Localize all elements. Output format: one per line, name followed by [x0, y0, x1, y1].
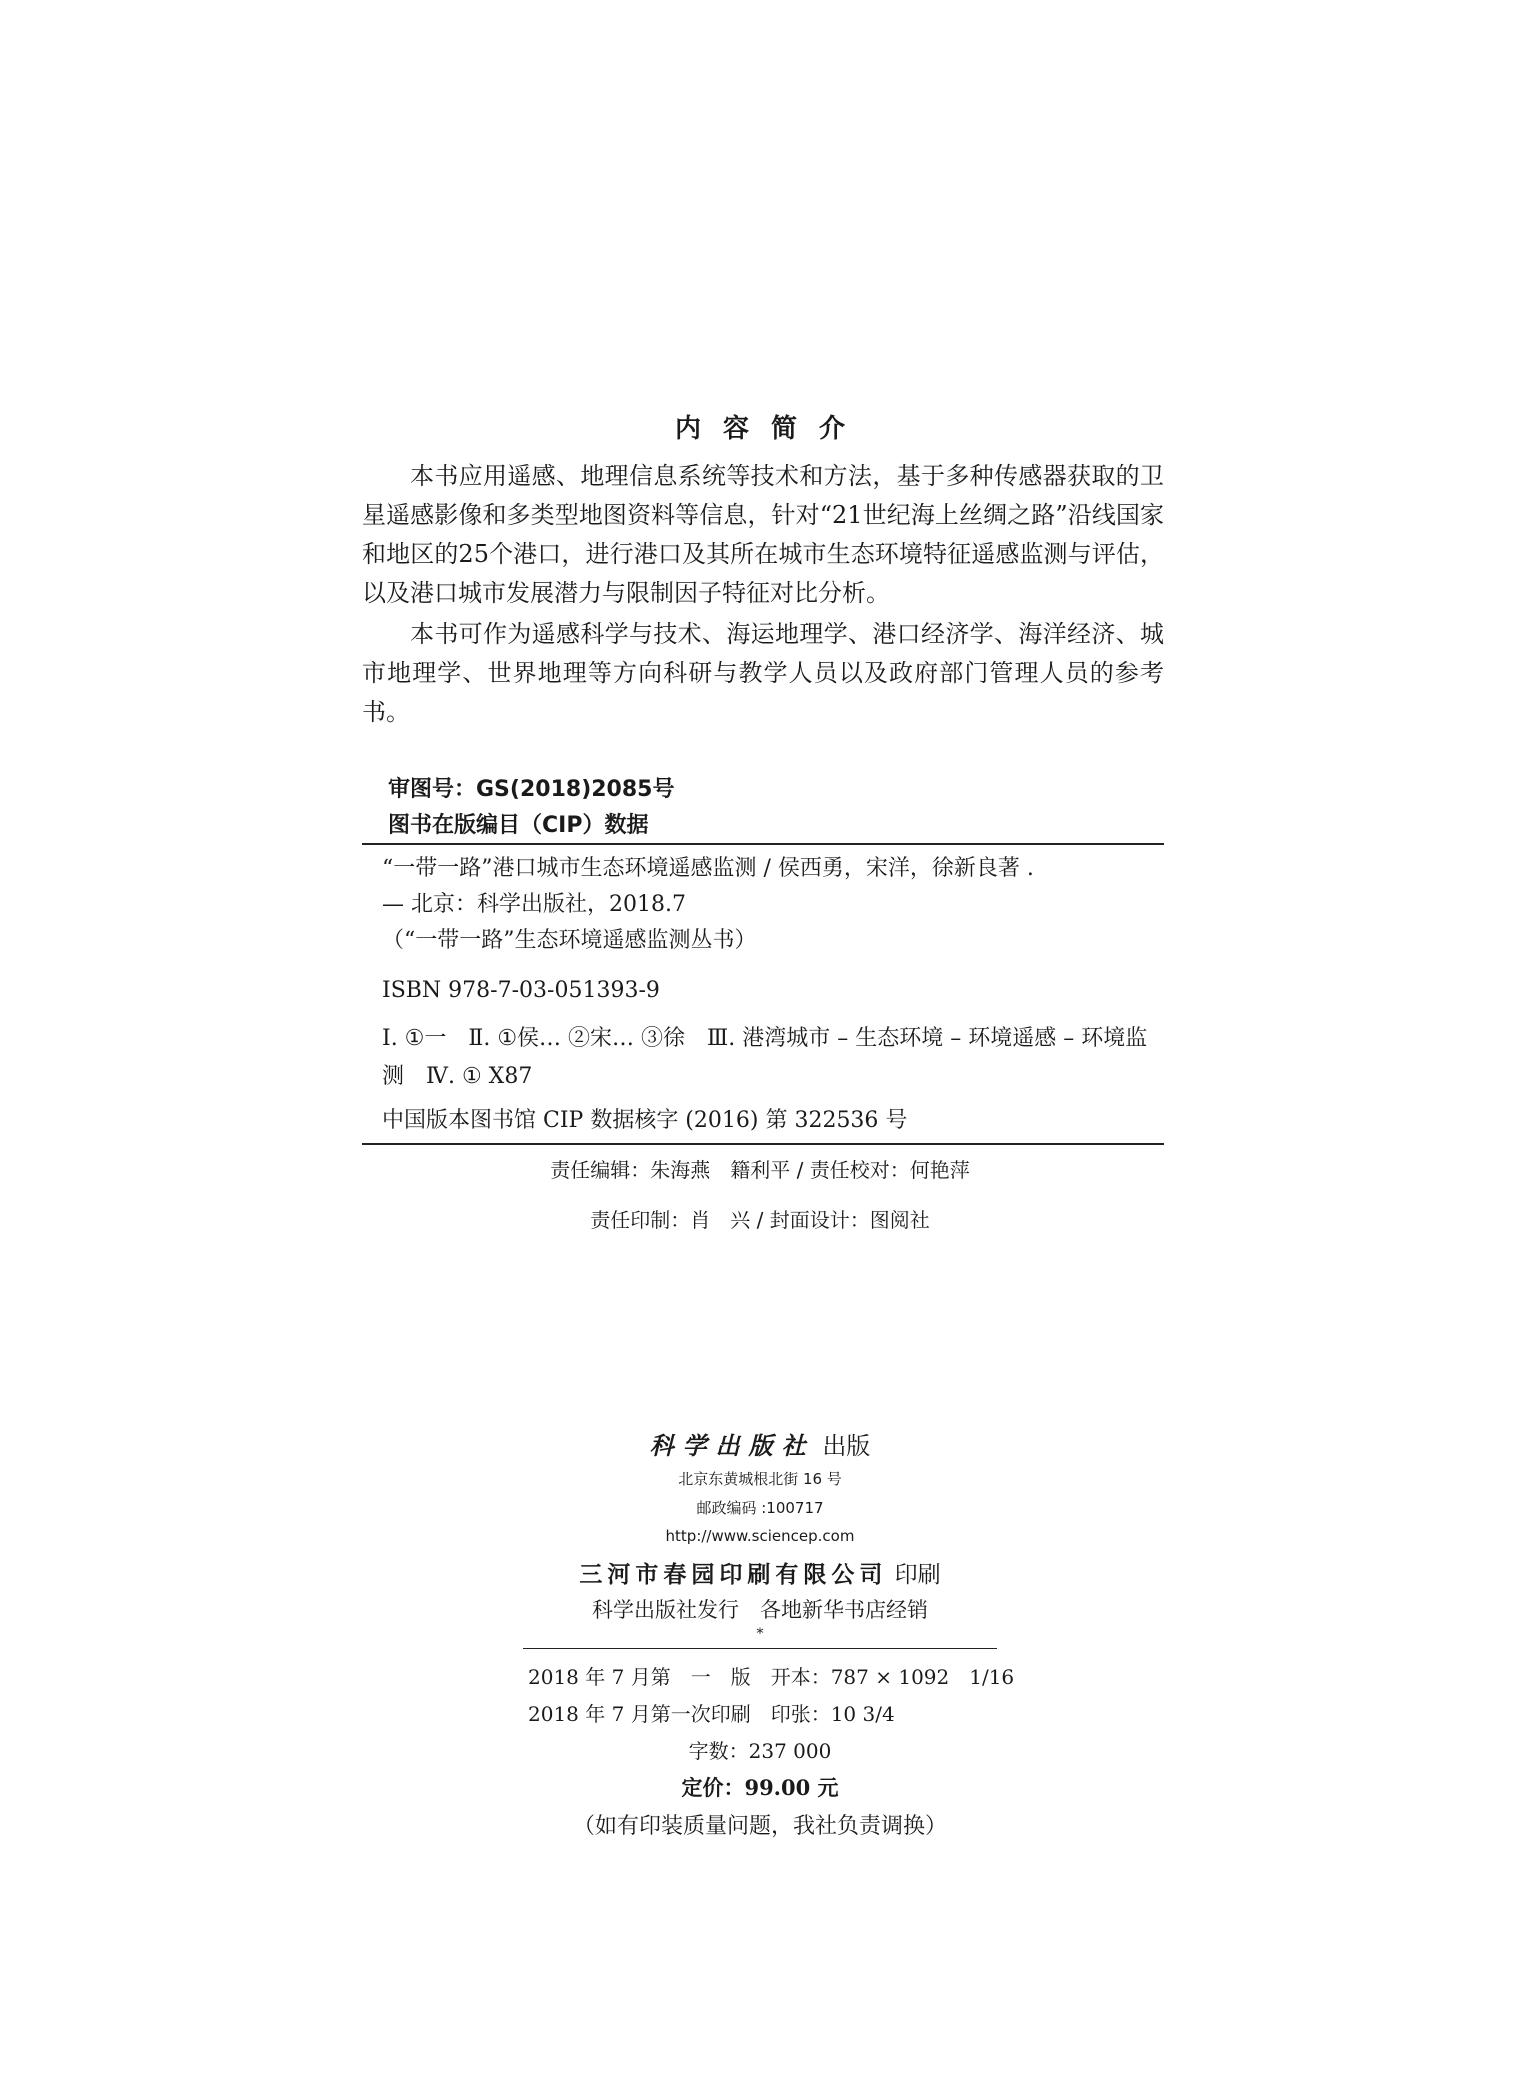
postcode: 邮政编码 :100717 — [696, 1499, 824, 1517]
publisher-line — [0, 1426, 1520, 1461]
word-count: 字数：237 000 — [688, 1739, 832, 1763]
cip-record-number: 中国版本图书馆 CIP 数据核字 (2016) 第 322536 号 — [382, 1108, 908, 1133]
abstract-paragraph-1: 本书应用遥感、地理信息系统等技术和方法，基于多种传感器获取的卫星遥感影像和多类型地图资料等信息，针对“21世纪海上丝绸之路”沿线国家和地区的25个港口，进行港口及其所在城市生态环境特征遥感监测与评估，以及港口城市发展潜力与限制因子特征对比分析。 — [362, 462, 1164, 607]
cip-series-line: （“一带一路”生态环境遥感监测丛书） — [382, 928, 757, 953]
publisher-logo-text: 科学出版社 — [649, 1431, 815, 1460]
printer-suffix: 印刷 — [894, 1562, 941, 1588]
printing-line: 2018 年 7 月第一次印刷 印张：10 3/4 — [528, 1702, 895, 1726]
page-title: 内容简介 — [674, 414, 867, 444]
cip-heading: 图书在版编目（CIP）数据 — [388, 813, 649, 838]
colophon-divider — [523, 1648, 997, 1649]
cip-bottom-divider — [362, 1143, 1164, 1145]
map-review-number: 审图号：GS(2018)2085号 — [388, 777, 675, 802]
publisher-address: 北京东黄城根北街 16 号 — [678, 1470, 842, 1488]
abstract-paragraph-2: 本书可作为遥感科学与技术、海运地理学、港口经济学、海洋经济、城市地理学、世界地理等方向科研与教学人员以及政府部门管理人员的参考书。 — [362, 620, 1164, 726]
cip-top-divider — [362, 843, 1164, 845]
editors-line: 责任编辑：朱海燕 籍利平 / 责任校对：何艳萍 — [550, 1158, 970, 1182]
cip-title-line: “一带一路”港口城市生态环境遥感监测 / 侯西勇，宋洋，徐新良著 . — [382, 856, 1034, 881]
separator-star: * — [756, 1626, 764, 1642]
cip-publisher-line: — 北京：科学出版社，2018.7 — [382, 892, 686, 917]
printer-name: 三河市春园印刷有限公司 — [579, 1561, 888, 1588]
printer-line — [0, 1556, 1520, 1589]
production-line: 责任印制：肖 兴 / 封面设计：图阅社 — [590, 1208, 930, 1232]
cip-classification: Ⅰ. ①一 Ⅱ. ①侯… ②宋… ③徐 Ⅲ. 港湾城市 – 生态环境 – 环境遥感 – 环境监测 Ⅳ. ① X87 — [382, 1026, 1148, 1089]
distribution-line: 科学出版社发行 各地新华书店经销 — [592, 1598, 928, 1622]
quality-note: （如有印装质量问题，我社负责调换） — [572, 1814, 947, 1839]
price: 定价：99.00 元 — [681, 1775, 839, 1800]
publisher-suffix: 出版 — [822, 1432, 871, 1460]
isbn: ISBN 978-7-03-051393-9 — [382, 978, 660, 1003]
edition-line: 2018 年 7 月第 一 版 开本：787 × 1092 1/16 — [528, 1665, 1015, 1689]
publisher-website: http://www.sciencep.com — [665, 1527, 855, 1545]
